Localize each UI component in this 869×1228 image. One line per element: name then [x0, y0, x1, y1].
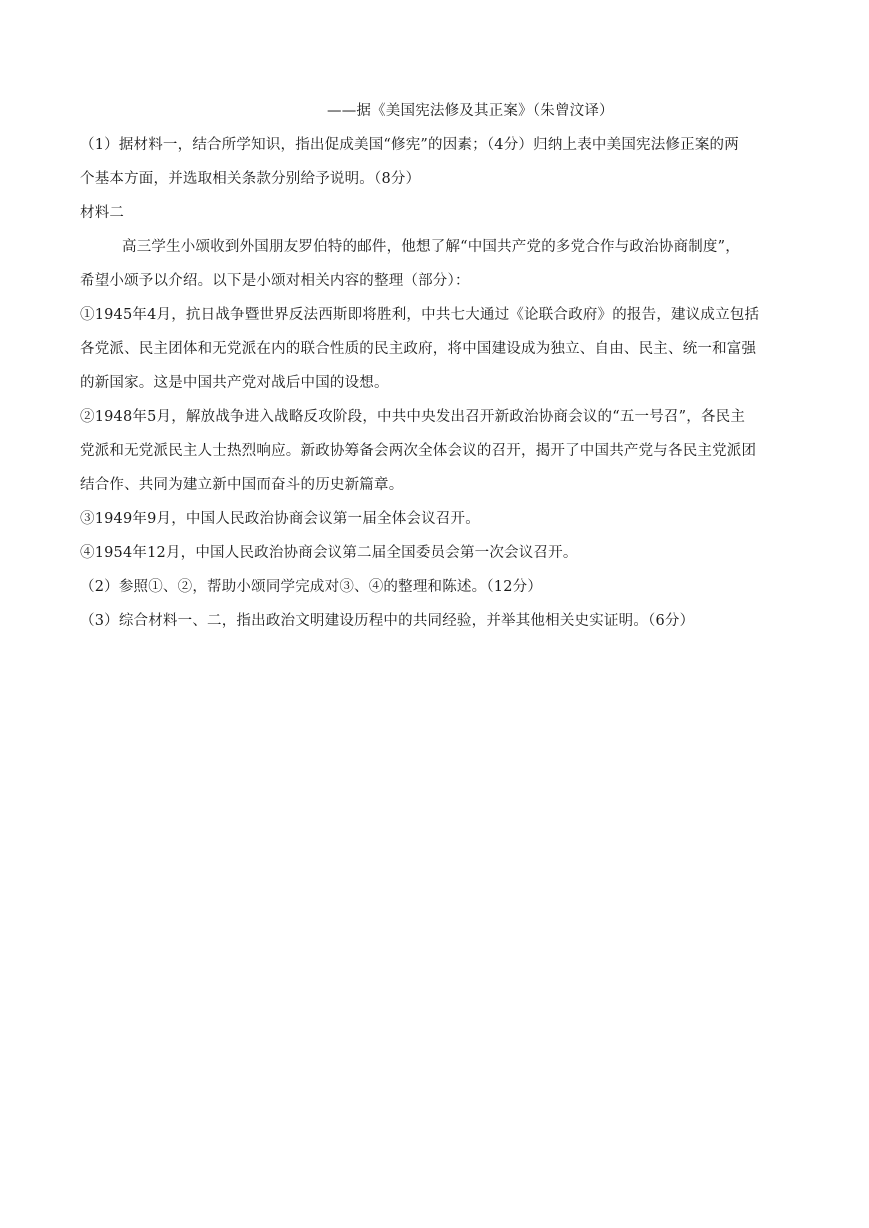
question-1-line-2: 个基本方面，并选取相关条款分别给予说明。（8分） [80, 171, 421, 187]
source-citation: ——据《美国宪法修及其正案》（朱曾汶译） [327, 103, 614, 119]
item-2-line-2: 党派和无党派民主人士热烈响应。新政协筹备会两次全体会议的召开，揭开了中国共产党与各民主党派团 [80, 443, 757, 459]
question-1-line-1: （1）据材料一，结合所学知识，指出促成美国“修宪”的因素；（4分）归纳上表中美国宪法修正案的两 [80, 137, 739, 153]
material-2-heading: 材料二 [80, 205, 125, 221]
item-1-line-3: 的新国家。这是中国共产党对战后中国的设想。 [80, 375, 389, 391]
question-2: （2）参照①、②，帮助小颂同学完成对③、④的整理和陈述。（12分） [80, 579, 543, 595]
material-2-intro-line-2: 希望小颂予以介绍。以下是小颂对相关内容的整理（部分）： [80, 273, 470, 289]
item-4: ④1954年12月，中国人民政治协商会议第二届全国委员会第一次会议召开。 [80, 545, 578, 561]
item-1-line-2: 各党派、民主团体和无党派在内的联合性质的民主政府，将中国建设成为独立、自由、民主、统一和富强 [80, 341, 757, 357]
question-3: （3）综合材料一、二，指出政治文明建设历程中的共同经验，并举其他相关史实证明。（6分） [80, 613, 695, 629]
item-2-line-1: ②1948年5月，解放战争进入战略反攻阶段，中共中央发出召开新政治协商会议的“五一号召”，各民主 [80, 409, 746, 425]
item-2-line-3: 结合作、共同为建立新中国而奋斗的历史新篇章。 [80, 477, 404, 493]
item-3: ③1949年9月，中国人民政治协商会议第一届全体会议召开。 [80, 511, 480, 527]
material-2-intro-line-1: 高三学生小颂收到外国朋友罗伯特的邮件，他想了解“中国共产党的多党合作与政治协商制度”， [122, 239, 740, 255]
item-1-line-1: ①1945年4月，抗日战争暨世界反法西斯即将胜利，中共七大通过《论联合政府》的报告，建议成立包括 [80, 307, 760, 323]
